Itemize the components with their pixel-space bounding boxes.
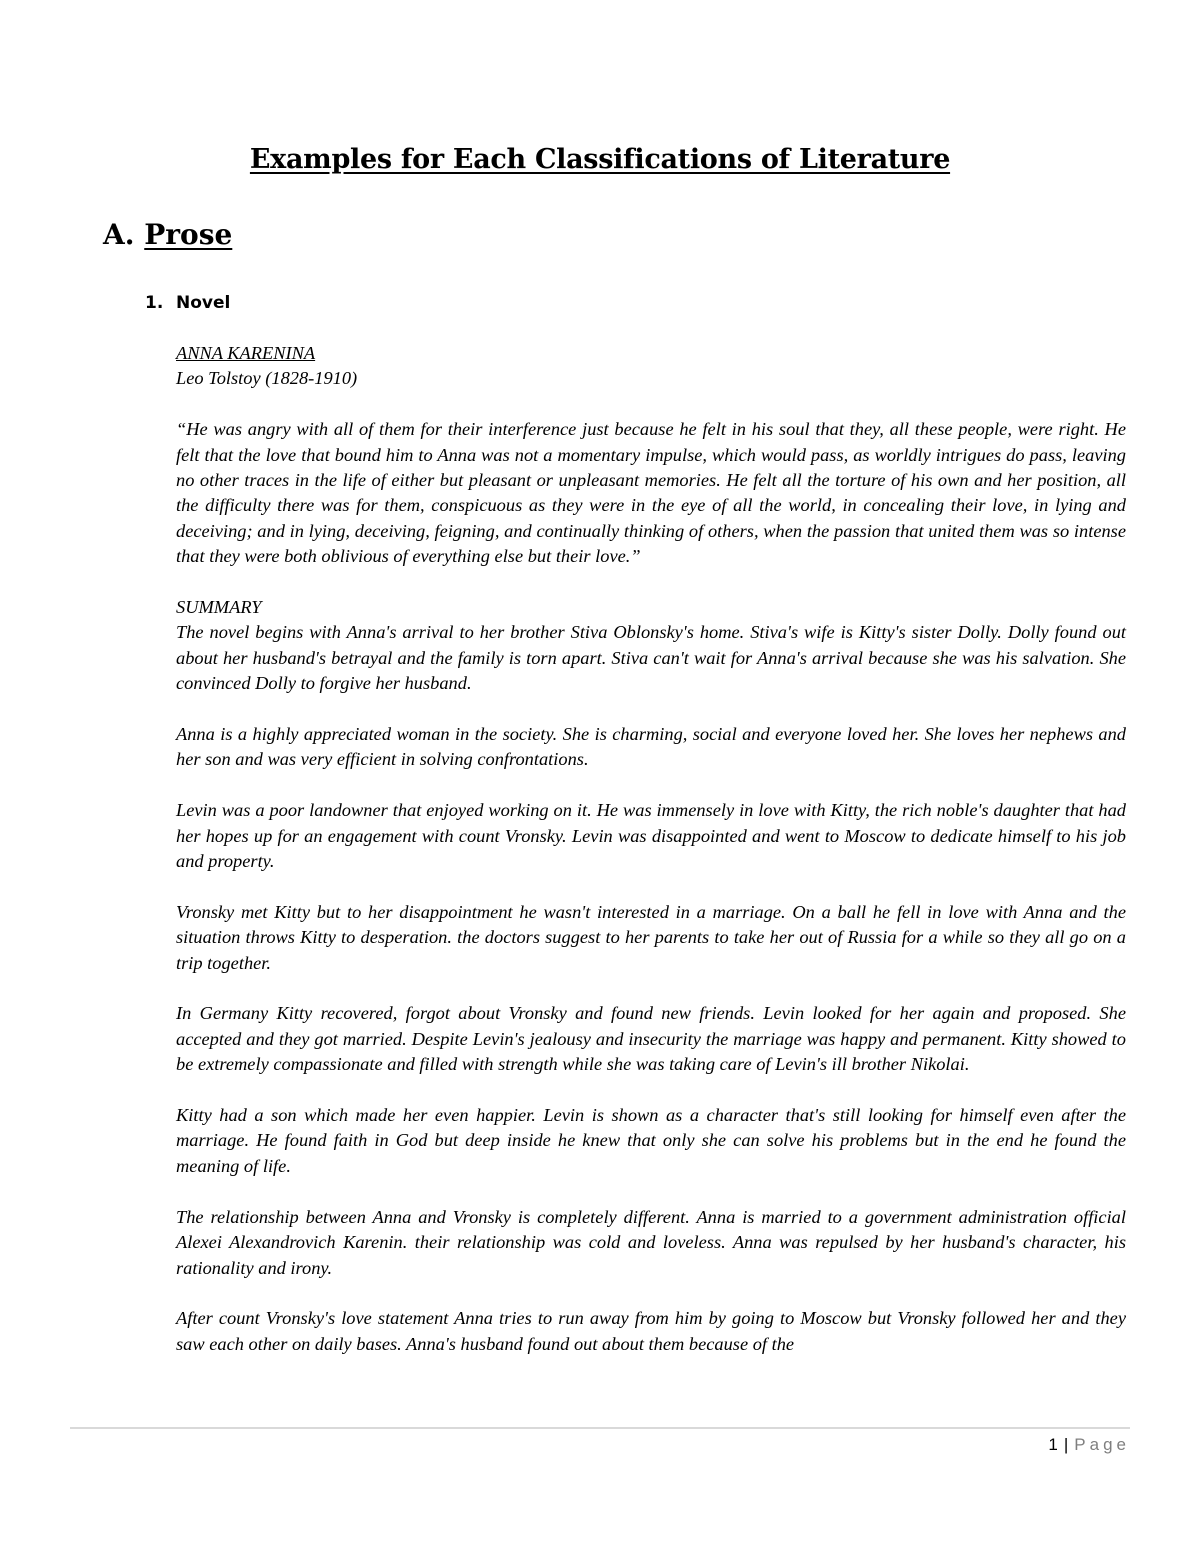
page-footer	[1048, 1433, 1130, 1457]
page-number: 1	[1048, 1435, 1058, 1454]
quote-block	[176, 417, 1126, 569]
summary-paragraph: The novel begins with Anna's arrival to her brother Stiva Oblonsky's home. Stiva's wife is Kitty's sister Dolly. Dolly found out about her husband's betrayal and the family is torn apart. Stiva can't wait for Anna's arrival because she was his salvation. She convinced Dolly to forgive her husband.	[176, 622, 1126, 694]
summary-paragraph: The relationship between Anna and Vronsky is completely different. Anna is married to a government administration official Alexei Alexandrovich Karenin. their relationship was cold and loveless. Anna was repulsed by her husband's character, his rationality and irony.	[176, 1206, 1126, 1278]
summary-paragraph: Anna is a highly appreciated woman in the society. She is charming, social and everyone loved her. She loves her nephews and her son and was very efficient in solving confrontations.	[176, 724, 1126, 770]
book-quote: “He was angry with all of them for their interference just because he felt in his soul that they, all these people, were right. He felt that the love that bound him to Anna was not a momentary impulse, which would pass, as worldly intrigues do pass, leaving no other traces in the life of either but pleasant or unpleasant memories. He felt all the torture of his own and her position, all the difficulty there was for them, conspicuous as they were in the eye of all the world, in concealing their love, in lying and deceiving; and in lying, deceiving, feigning, and continually thinking of others, when the passion that united them was so intense that they were both oblivious of everything else but their love.”	[176, 419, 1126, 567]
book-author: Leo Tolstoy (1828-1910)	[176, 368, 358, 389]
summary-paragraph: In Germany Kitty recovered, forgot about Vronsky and found new friends. Levin looked for her again and proposed. She accepted and they got married. Despite Levin's jealousy and insecurity the marriage was happy and permanent. Kitty showed to be extremely compassionate and filled with strength while she was taking care of Levin's ill brother Nikolai.	[176, 1003, 1126, 1075]
subsection-number: 1.	[145, 293, 164, 313]
summary-paragraph: Vronsky met Kitty but to her disappointment he wasn't interested in a marriage. On a ball he fell in love with Anna and the situation throws Kitty to desperation. the doctors suggest to her parents to take her out of Russia for a while so they all go on a trip together.	[176, 901, 1126, 973]
summary-paragraph: After count Vronsky's love statement Anna tries to run away from him by going to Moscow but Vronsky followed her and they saw each other on daily bases. Anna's husband found out about them because of the	[176, 1308, 1126, 1354]
subsection-heading	[145, 290, 230, 316]
footer-separator: |	[1063, 1435, 1069, 1454]
section-label: Prose	[144, 218, 233, 251]
footer-divider	[70, 1427, 1130, 1429]
document-body	[176, 341, 1126, 1357]
page-title: Examples for Each Classifications of Literature	[249, 144, 951, 175]
summary-paragraph: Kitty had a son which made her even happier. Levin is shown as a character that's still looking for himself even after the marriage. He found faith in God but deep inside he knew that only she can solve his problems but in the end he found the meaning of life.	[176, 1105, 1126, 1176]
book-info	[176, 341, 1126, 392]
page-word: Page	[1074, 1435, 1130, 1454]
summary-paragraph: Levin was a poor landowner that enjoyed working on it. He was immensely in love with Kitty, the rich noble's daughter that had her hopes up for an engagement with count Vronsky. Levin was disappointed and went to Moscow to dedicate himself to his job and property.	[176, 800, 1126, 872]
summary-heading: SUMMARY	[176, 597, 262, 618]
subsection-label: Novel	[176, 293, 231, 313]
book-title: ANNA KARENINA	[176, 343, 316, 363]
section-letter: A.	[103, 218, 135, 251]
section-heading	[103, 213, 232, 257]
summary-section	[176, 595, 1126, 1357]
